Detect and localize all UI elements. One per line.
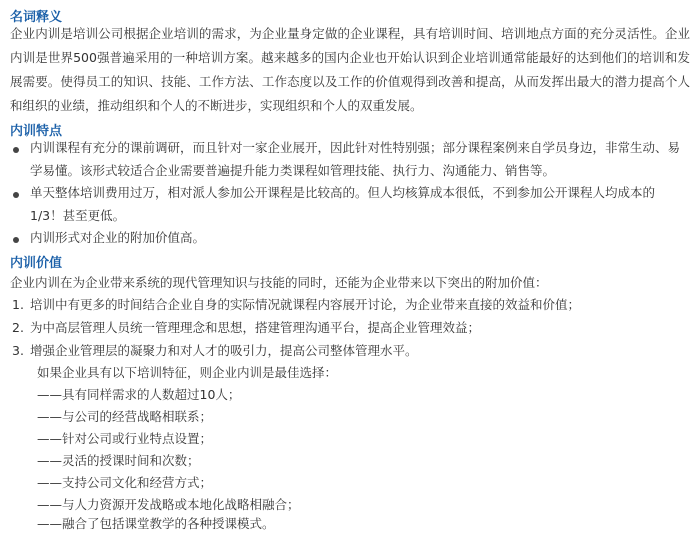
value-item-number: 3. [12, 343, 24, 358]
condition-item: ——与公司的经营战略相联系； [37, 409, 213, 424]
condition-item: ——支持公司文化和经营方式； [37, 475, 213, 490]
condition-item: ——针对公司或行业特点设置； [37, 431, 213, 446]
definition-paragraph: 企业内训是培训公司根据企业培训的需求，为企业量身定做的企业课程，具有培训时间、培训地点方面的充分灵活性。企业内训是世界500强普遍采用的一种培训方案。越来越多的国内企业也开始认识到企业培训通常能最好的达到他们的培训和发展需要。使得员工的知识、技能、工作方法、工作态度以及工作的价值观得到改善和提高，从而发挥出最大的潜力提高个人和组织的业绩，推动组织和个人的不断进步，实现组织和个人的双重发展。 [10, 26, 690, 113]
feature-item: 内训课程有充分的课前调研，而且针对一家企业展开，因此针对性特别强；部分课程案例来自学员身边，非常生动、易学易懂。该形式较适合企业需要普遍提升能力类课程如管理技能、执行力、沟通能力、销售等。 [30, 140, 681, 178]
bullet-dot [13, 237, 19, 243]
value-item-text: 增强企业管理层的凝聚力和对人才的吸引力，提高公司整体管理水平。 [30, 343, 418, 358]
condition-item: ——灵活的授课时间和次数； [37, 453, 200, 468]
value-intro: 企业内训在为企业带来系统的现代管理知识与技能的同时，还能为企业带来以下突出的附加价值： [10, 275, 548, 290]
feature-item: 内训形式对企业的附加价值高。 [30, 230, 206, 245]
definition-heading: 名词释义 [10, 10, 63, 25]
feature-item: 单天整体培训费用过万，相对派人参加公开课程是比较高的。但人均核算成本很低，不到参加公开课程人均成本的1/3！甚至更低。 [30, 185, 656, 223]
features-heading: 内训特点 [10, 124, 63, 139]
value-item-number: 1. [12, 297, 24, 312]
value-item-text: 为中高层管理人员统一管理理念和思想，搭建管理沟通平台，提高企业管理效益； [30, 320, 481, 335]
condition-item: ——具有同样需求的人数超过10人； [37, 387, 241, 402]
value-item-number: 2. [12, 320, 24, 335]
condition-item: ——与人力资源开发战略或本地化战略相融合； [37, 497, 300, 512]
bullet-dot [13, 192, 19, 198]
value-item-text: 培训中有更多的时间结合企业自身的实际情况就课程内容展开讨论，为企业带来直接的效益和价值； [30, 297, 581, 312]
condition-item: ——融合了包括课堂教学的各种授课模式。 [37, 516, 275, 531]
value-heading: 内训价值 [10, 256, 63, 271]
bullet-dot [13, 147, 19, 153]
conditions-intro: 如果企业具有以下培训特征，则企业内训是最佳选择： [37, 365, 338, 380]
